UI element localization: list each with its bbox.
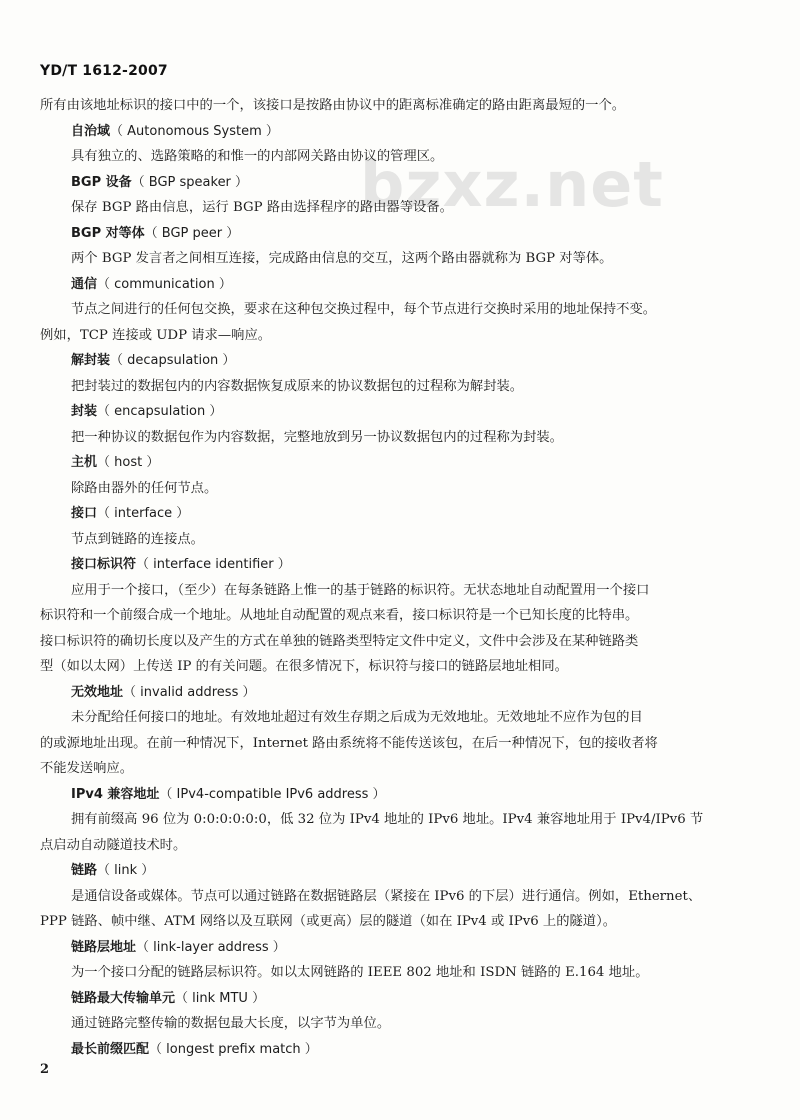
- term-chinese: 链路: [71, 863, 98, 878]
- page-number: 2: [40, 1062, 50, 1077]
- term-chinese: 无效地址: [71, 684, 124, 700]
- definition-continuation: PPP 链路、帧中继、ATM 网络以及互联网（或更高）层的隧道（如在 IPv4 或 IPv6 上的隧道）。: [40, 914, 617, 929]
- definition-continuation: 型（如以太网）上传送 IP 的有关问题。在很多情况下，标识符与接口的链路层地址相同。: [40, 659, 568, 674]
- definition-continuation: 接口标识符的确切长度以及产生的方式在单独的链路类型特定文件中定义，文件中会涉及在某种链路类: [40, 633, 639, 649]
- term-chinese: 主机: [71, 455, 98, 470]
- term-heading: [40, 221, 770, 247]
- term-english: （ host ）: [97, 455, 160, 470]
- term-chinese: 链路最大传输单元: [71, 990, 176, 1006]
- term-chinese: 接口标识符: [71, 557, 137, 572]
- term-chinese: IPv4 兼容地址: [71, 786, 160, 802]
- term-chinese: 自治域: [71, 123, 111, 139]
- term-heading: [40, 399, 770, 425]
- term-english: （ Autonomous System ）: [110, 123, 279, 139]
- term-chinese: 通信: [71, 276, 98, 292]
- term-english: （ IPv4-compatible IPv6 address ）: [159, 786, 386, 802]
- term-english: （ interface ）: [97, 506, 190, 521]
- term-heading: [40, 272, 770, 298]
- term-english: （ invalid address ）: [123, 684, 256, 700]
- definition-line: 是通信设备或媒体。节点可以通过链路在数据链路层（紧接在 IPv6 的下层）进行通信。例如，Ethernet、: [71, 888, 702, 904]
- term-chinese: 接口: [71, 506, 98, 521]
- definition-line: 除路由器外的任何节点。: [71, 480, 218, 496]
- standard-number-header: YD/T 1612-2007: [40, 63, 168, 79]
- watermark: bzxz.net: [360, 148, 664, 221]
- term-english: （ decapsulation ）: [110, 353, 236, 368]
- term-heading: [40, 858, 770, 884]
- term-heading: [40, 680, 770, 706]
- term-chinese: BGP 对等体: [71, 225, 145, 241]
- definition-line: 把封装过的数据包内的内容数据恢复成原来的协议数据包的过程称为解封装。: [71, 378, 524, 394]
- definition-line: 节点到链路的连接点。: [71, 531, 204, 547]
- term-heading: [40, 119, 770, 145]
- term-chinese: 解封装: [71, 353, 111, 368]
- term-heading: [40, 348, 770, 374]
- term-heading: [40, 1037, 770, 1063]
- term-english: （ BGP speaker ）: [131, 174, 249, 190]
- definition-continuation: 不能发送响应。: [40, 761, 134, 776]
- term-heading: [40, 552, 770, 578]
- term-english: （ communication ）: [97, 276, 232, 292]
- term-chinese: 链路层地址: [71, 939, 137, 955]
- term-english: （ BGP peer ）: [144, 225, 240, 241]
- term-english: （ encapsulation ）: [97, 404, 223, 419]
- term-english: （ link ）: [97, 863, 155, 878]
- term-chinese: 封装: [71, 404, 98, 419]
- definition-line: 具有独立的、选路策略的和惟一的内部网关路由协议的管理区。: [71, 149, 444, 164]
- term-chinese: 最长前缀匹配: [71, 1041, 150, 1057]
- definition-continuation: 点启动自动隧道技术时。: [40, 837, 187, 853]
- term-heading: [40, 450, 770, 476]
- definition-continuation: 例如，TCP 连接或 UDP 请求—响应。: [40, 327, 272, 343]
- term-english: （ longest prefix match ）: [149, 1041, 318, 1057]
- term-heading: [40, 935, 770, 961]
- definition-line: 应用于一个接口，（至少）在每条链路上惟一的基于链路的标识符。无状态地址自动配置用一个接口: [71, 582, 650, 598]
- definition-line: 通过链路完整传输的数据包最大长度，以字节为单位。: [71, 1016, 391, 1031]
- definitions-body: [40, 93, 770, 1062]
- definition-continuation: 所有由该地址标识的接口中的一个，该接口是按路由协议中的距离标准确定的路由距离最短的一个。: [40, 98, 626, 113]
- definition-line: 把一种协议的数据包作为内容数据，完整地放到另一协议数据包内的过程称为封装。: [71, 429, 563, 445]
- definition-line: 节点之间进行的任何包交换，要求在这种包交换过程中，每个节点进行交换时采用的地址保持不变。: [71, 302, 657, 317]
- term-english: （ link-layer address ）: [136, 939, 286, 955]
- definition-line: 保存 BGP 路由信息，运行 BGP 路由选择程序的路由器等设备。: [71, 200, 453, 215]
- definition-line: 为一个接口分配的链路层标识符。如以太网链路的 IEEE 802 地址和 ISDN 链路的 E.164 地址。: [71, 965, 649, 980]
- definition-continuation: 的或源地址出现。在前一种情况下，Internet 路由系统将不能传送该包，在后一种情况下，包的接收者将: [40, 735, 658, 751]
- term-english: （ link MTU ）: [175, 990, 266, 1006]
- term-heading: [40, 986, 770, 1012]
- term-heading: [40, 782, 770, 808]
- definition-line: 两个 BGP 发言者之间相互连接，完成路由信息的交互，这两个路由器就称为 BGP 对等体。: [71, 251, 613, 266]
- term-chinese: BGP 设备: [71, 174, 132, 190]
- term-heading: [40, 170, 770, 196]
- term-heading: [40, 501, 770, 527]
- definition-continuation: 标识符和一个前缀合成一个地址。从地址自动配置的观点来看，接口标识符是一个已知长度的比特串。: [40, 608, 639, 623]
- definition-line: 拥有前缀高 96 位为 0:0:0:0:0:0，低 32 位为 IPv4 地址的 IPv6 地址。IPv4 兼容地址用于 IPv4/IPv6 节: [71, 812, 704, 827]
- definition-line: 未分配给任何接口的地址。有效地址超过有效生存期之后成为无效地址。无效地址不应作为包的目: [71, 710, 643, 725]
- term-english: （ interface identifier ）: [136, 557, 291, 572]
